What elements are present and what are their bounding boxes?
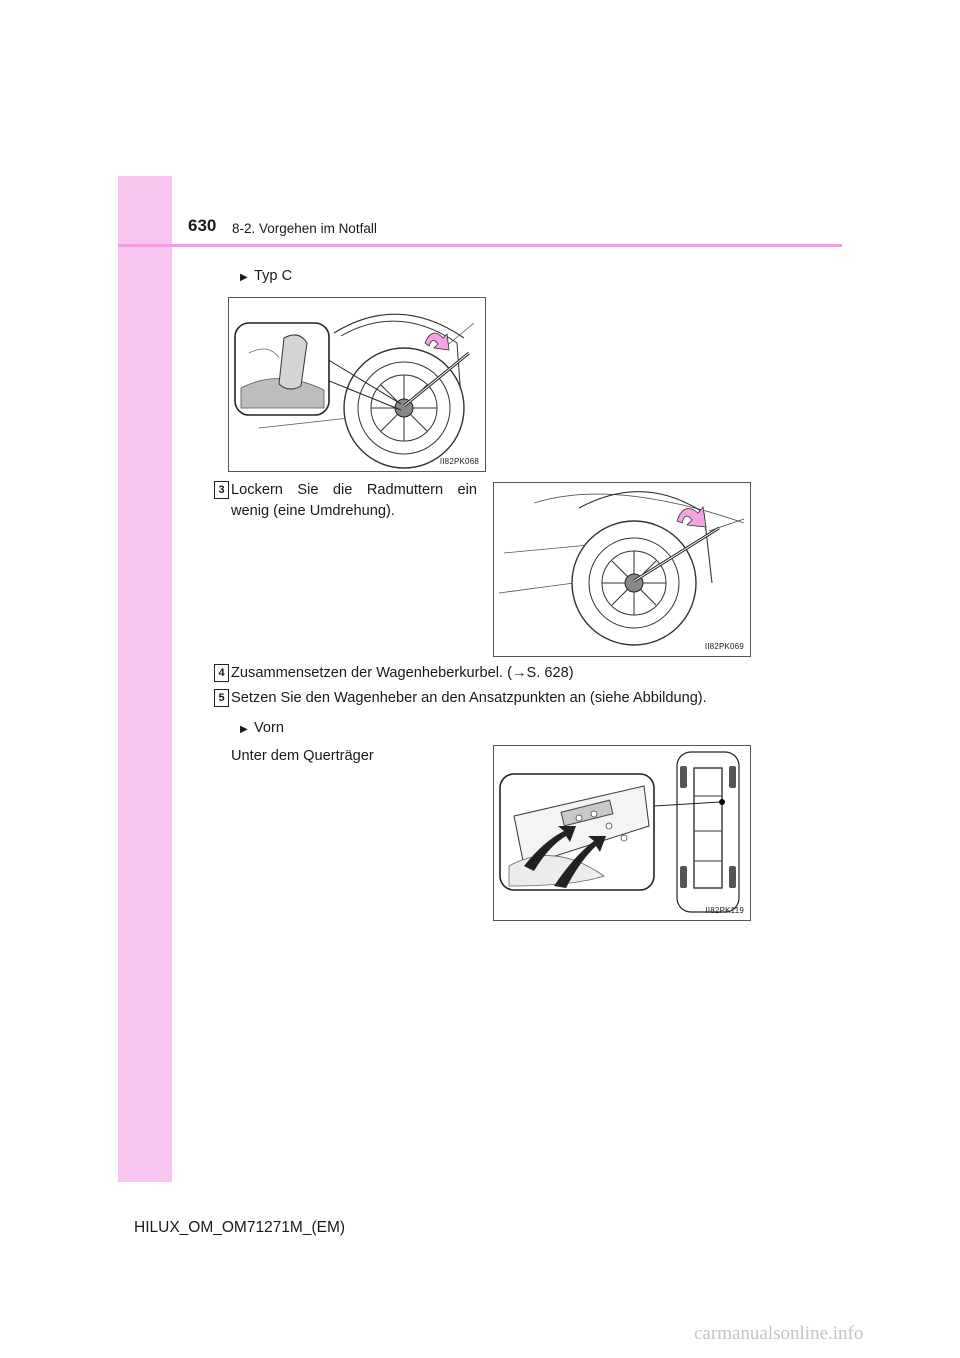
figure-wheel-loosen <box>493 482 751 657</box>
jack-point-illustration <box>494 746 750 920</box>
front-description: Unter dem Querträger <box>231 748 374 764</box>
step-number-badge: 4 <box>214 664 229 682</box>
step4-text <box>231 663 574 684</box>
watermark: carmanualsonline.info <box>694 1323 864 1344</box>
figure-code: II82PK119 <box>705 906 744 915</box>
front-label: Vorn <box>254 720 285 736</box>
figure-wheel-type-c <box>228 297 486 472</box>
step-number-badge: 3 <box>214 481 229 499</box>
step3-text-line1: Lockern Sie die Radmuttern ein <box>231 482 477 498</box>
figure-code: II82PK069 <box>704 642 744 651</box>
step-number-badge: 5 <box>214 689 229 707</box>
loosen-nuts-illustration <box>494 483 750 656</box>
type-c-label: Typ C <box>254 268 293 284</box>
chapter-title: 8-2. Vorgehen im Notfall <box>232 221 377 236</box>
document-code: HILUX_OM_OM71271M_(EM) <box>134 1219 346 1236</box>
step3-text-line2: wenig (eine Umdrehung). <box>231 503 395 519</box>
side-band <box>118 176 172 1182</box>
reference-arrow-icon: → <box>511 665 527 681</box>
figure-code: II82PK068 <box>439 457 479 466</box>
figure-jack-point-front <box>493 745 751 921</box>
page-reference-link[interactable]: S. 628) <box>526 665 574 681</box>
bullet-arrow-icon: ▶ <box>240 272 248 283</box>
step5-text: Setzen Sie den Wagenheber an den Ansatzpunkten an (siehe Abbildung). <box>231 690 707 706</box>
page-number: 630 <box>188 216 217 235</box>
header-rule <box>118 244 842 247</box>
wheel-wrench-illustration <box>229 298 485 471</box>
step4-text-main: Zusammensetzen der Wagenheberkurbel. ( <box>231 665 512 681</box>
bullet-arrow-icon: ▶ <box>240 724 248 735</box>
